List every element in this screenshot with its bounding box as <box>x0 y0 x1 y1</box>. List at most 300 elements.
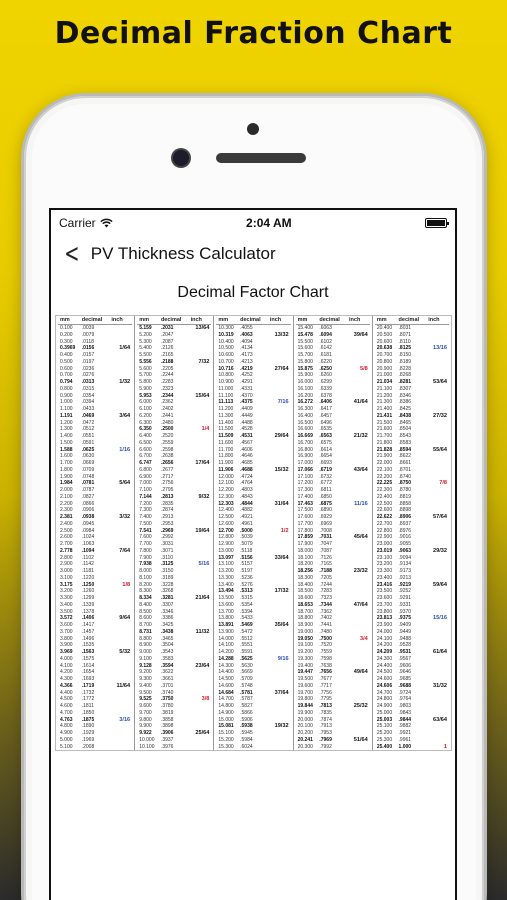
decimal-cell: .7677 <box>319 676 332 682</box>
table-row <box>375 582 449 589</box>
table-header <box>58 316 132 325</box>
mm-cell: 6.200 <box>139 412 152 419</box>
mm-cell: 15.500 <box>297 338 313 345</box>
mm-cell: 12.500 <box>218 514 234 520</box>
decimal-cell: .0156 <box>81 345 95 352</box>
table-row <box>216 372 290 379</box>
mm-cell: 13.200 <box>218 568 234 574</box>
inch-cell <box>270 413 291 420</box>
mm-cell: 9.900 <box>139 723 152 730</box>
table-row <box>375 474 449 481</box>
table-row <box>137 521 211 528</box>
decimal-cell: .3346 <box>160 608 174 615</box>
inch-cell <box>428 602 449 609</box>
inch-cell: 21/64 <box>195 595 210 601</box>
inch-cell <box>428 339 449 346</box>
mm-cell: 13.000 <box>218 547 234 554</box>
mm-cell: 2.600 <box>60 534 73 541</box>
decimal-cell: .8594 <box>398 446 412 453</box>
decimal-cell: .0118 <box>81 338 94 345</box>
table-row <box>58 352 132 359</box>
header-cell: mm <box>218 317 229 323</box>
decimal-cell: .2362 <box>160 399 174 406</box>
table-row <box>375 588 449 595</box>
table-row <box>58 561 132 568</box>
table-row <box>296 602 370 609</box>
decimal-cell: .8858 <box>398 500 412 507</box>
inch-cell <box>191 453 212 460</box>
decimal-cell: .2008 <box>81 743 95 750</box>
mm-cell: 10.700 <box>218 358 234 365</box>
table-row <box>375 447 449 454</box>
mm-cell: 20.638 <box>376 345 393 352</box>
mm-cell: 12.300 <box>218 493 234 500</box>
mm-cell: 5.200 <box>139 331 152 338</box>
mm-cell: 23.000 <box>376 541 393 547</box>
table-row <box>137 460 211 467</box>
decimal-cell: .7441 <box>319 622 332 628</box>
inch-cell <box>270 649 291 656</box>
mm-cell: 7.541 <box>139 527 152 534</box>
table-row <box>296 676 370 683</box>
table-row <box>216 642 290 649</box>
inch-cell <box>111 575 132 582</box>
table-row <box>58 521 132 528</box>
inch-cell <box>428 690 449 697</box>
decimal-cell: .9488 <box>398 635 412 642</box>
inch-cell <box>270 629 291 636</box>
table-row <box>375 744 449 751</box>
table-row <box>216 480 290 487</box>
table-row <box>216 595 290 602</box>
table-row <box>296 534 370 541</box>
inch-cell <box>270 460 291 467</box>
mm-cell: 22.200 <box>376 473 393 480</box>
mm-cell: 22.500 <box>376 500 393 507</box>
decimal-cell: .1339 <box>81 601 95 608</box>
decimal-cell: .7559 <box>319 649 332 655</box>
decimal-cell: .5866 <box>240 709 253 716</box>
decimal-cell: .9063 <box>398 547 412 554</box>
decimal-cell: .0709 <box>81 466 95 473</box>
inch-cell: 3/16 <box>119 716 131 723</box>
mm-cell: 8.334 <box>139 595 152 601</box>
inch-cell <box>111 723 132 730</box>
mm-cell: 6.800 <box>139 466 152 473</box>
mm-cell: 19.000 <box>297 628 313 635</box>
decimal-cell: .5313 <box>240 588 253 595</box>
inch-cell <box>270 494 291 501</box>
table-row <box>296 339 370 346</box>
table-row <box>58 696 132 703</box>
table-row <box>375 717 449 724</box>
inch-cell <box>270 480 291 487</box>
inch-cell <box>191 703 212 710</box>
header-cell: decimal <box>319 317 340 323</box>
decimal-cell: .7188 <box>319 568 332 574</box>
mm-cell: 3.200 <box>60 588 73 595</box>
mm-cell: 0.200 <box>60 331 73 338</box>
mm-cell: 18.200 <box>297 561 313 568</box>
inch-cell <box>270 474 291 481</box>
mm-cell: 11.800 <box>218 453 234 460</box>
mm-cell: 24.500 <box>376 669 393 676</box>
table-row <box>58 615 132 622</box>
inch-cell <box>111 669 132 676</box>
inch-cell <box>191 372 212 379</box>
inch-cell: 15/64 <box>195 392 210 399</box>
decimal-cell: .7638 <box>319 662 332 669</box>
decimal-cell: .4173 <box>240 352 253 358</box>
mm-cell: 8.800 <box>139 635 152 642</box>
decimal-cell: .6181 <box>319 352 332 358</box>
mm-cell: 7.000 <box>139 480 152 487</box>
inch-cell <box>111 595 132 602</box>
inch-cell <box>349 676 370 683</box>
decimal-cell: .9375 <box>398 615 412 622</box>
decimal-cell: .3858 <box>160 716 174 723</box>
inch-cell <box>349 474 370 481</box>
inch-cell <box>191 588 212 595</box>
inch-cell <box>428 406 449 413</box>
table-row <box>296 528 370 535</box>
inch-cell <box>111 487 132 494</box>
inch-cell <box>349 521 370 528</box>
table-row <box>375 413 449 420</box>
inch-cell <box>349 413 370 420</box>
decimal-cell: .5315 <box>240 595 253 601</box>
decimal-cell: .2953 <box>160 520 174 527</box>
inch-cell <box>111 642 132 649</box>
inch-cell <box>111 744 132 751</box>
decimal-cell: .1614 <box>81 662 95 669</box>
table-row <box>137 676 211 683</box>
inch-cell <box>428 669 449 676</box>
table-row <box>375 669 449 676</box>
mm-cell: 21.700 <box>376 433 393 439</box>
inch-cell <box>428 426 449 433</box>
table-row <box>58 453 132 460</box>
mm-cell: 4.366 <box>60 682 73 689</box>
decimal-cell: .3701 <box>160 682 174 689</box>
inch-cell <box>270 636 291 643</box>
inch-cell <box>111 420 132 427</box>
decimal-cell: .2638 <box>160 453 174 460</box>
table-row <box>216 528 290 535</box>
mm-cell: 20.241 <box>297 736 313 743</box>
inch-cell <box>111 366 132 373</box>
table-row <box>58 528 132 535</box>
inch-cell <box>111 588 132 595</box>
inch-cell <box>428 642 449 649</box>
inch-cell <box>270 602 291 609</box>
table-row <box>216 622 290 629</box>
decimal-cell: .3438 <box>160 628 174 635</box>
decimal-cell: .8661 <box>398 460 412 466</box>
inch-cell <box>191 575 212 582</box>
table-row <box>216 345 290 352</box>
decimal-cell: .7244 <box>319 581 332 588</box>
mm-cell: 12.600 <box>218 520 234 527</box>
inch-cell <box>111 561 132 568</box>
inch-cell <box>111 372 132 379</box>
mm-cell: 3.500 <box>60 608 73 615</box>
mm-cell: 14.900 <box>218 709 234 716</box>
mm-cell: 7.400 <box>139 514 152 520</box>
inch-cell <box>349 487 370 494</box>
inch-cell <box>428 501 449 508</box>
back-chevron-icon[interactable]: < <box>64 239 80 269</box>
mm-cell: 23.813 <box>376 615 393 622</box>
table-row <box>216 663 290 670</box>
mm-cell: 13.100 <box>218 561 234 568</box>
clock: 2:04 AM <box>246 216 292 230</box>
inch-cell: 5/16 <box>198 561 210 568</box>
mm-cell: 4.600 <box>60 703 73 709</box>
table-row <box>216 366 290 373</box>
decimal-cell: .0354 <box>81 392 95 399</box>
mm-cell: 17.100 <box>297 473 313 480</box>
inch-cell <box>349 339 370 346</box>
table-row <box>216 588 290 595</box>
decimal-cell: .9331 <box>398 601 412 608</box>
inch-cell <box>270 453 291 460</box>
decimal-cell: .8110 <box>398 338 411 345</box>
table-row <box>375 460 449 467</box>
table-row <box>137 723 211 730</box>
decimal-cell: .4882 <box>240 507 253 514</box>
table-row <box>375 629 449 636</box>
decimal-cell: .0866 <box>81 500 95 507</box>
header-cell: inch <box>269 317 282 323</box>
table-row <box>296 433 370 440</box>
decimal-cell: .8906 <box>398 514 412 520</box>
inch-cell <box>111 663 132 670</box>
inch-cell: 1/32 <box>119 379 131 385</box>
decimal-cell: .2244 <box>160 372 174 379</box>
inch-cell <box>428 366 449 373</box>
decimal-cell: .7520 <box>319 642 332 649</box>
decimal-cell: .8281 <box>398 379 412 385</box>
inch-cell <box>111 737 132 744</box>
table-row <box>296 393 370 400</box>
inch-cell <box>191 669 212 676</box>
mm-cell: 5.600 <box>139 365 152 372</box>
mm-cell: 22.400 <box>376 493 393 500</box>
inch-cell <box>349 588 370 595</box>
header-cell: decimal <box>81 317 103 323</box>
table-row <box>137 440 211 447</box>
decimal-cell: .6969 <box>319 520 332 527</box>
decimal-cell: .7126 <box>319 554 332 561</box>
decimal-cell: .5787 <box>240 696 253 703</box>
mm-cell: 0.600 <box>60 365 73 372</box>
mm-cell: 23.416 <box>376 581 393 588</box>
decimal-cell: .4531 <box>240 433 253 439</box>
decimal-cell: .5000 <box>240 527 253 534</box>
table-row <box>375 541 449 548</box>
table-row <box>58 588 132 595</box>
inch-cell <box>428 386 449 393</box>
table-row <box>216 339 290 346</box>
mm-cell: 12.200 <box>218 487 234 493</box>
table-row <box>137 393 211 400</box>
inch-cell: 43/64 <box>353 466 368 473</box>
table-row <box>296 467 370 474</box>
mm-cell: 12.900 <box>218 541 234 547</box>
decimal-cell: .1260 <box>81 588 95 595</box>
decimal-cell: .2047 <box>160 331 174 338</box>
table-row <box>216 501 290 508</box>
decimal-cell: .2323 <box>160 385 174 392</box>
mm-cell: 1.191 <box>60 412 73 419</box>
inch-cell <box>349 453 370 460</box>
mm-cell: 7.600 <box>139 534 152 541</box>
inch-cell: 55/64 <box>432 446 447 453</box>
decimal-cell: .9252 <box>398 588 412 595</box>
table-row <box>216 602 290 609</box>
decimal-cell: .8125 <box>398 345 412 352</box>
mm-cell: 23.800 <box>376 608 393 615</box>
table-row <box>296 555 370 562</box>
table-row <box>58 393 132 400</box>
decimal-cell: .5709 <box>240 676 253 682</box>
mm-cell: 5.900 <box>139 385 152 392</box>
table-row <box>137 703 211 710</box>
inch-cell <box>191 723 212 730</box>
table-row <box>375 696 449 703</box>
decimal-cell: .8622 <box>398 453 412 460</box>
decimal-cell: .3906 <box>160 730 174 736</box>
table-row <box>58 595 132 602</box>
battery-icon <box>425 218 447 228</box>
table-row <box>296 696 370 703</box>
table-row <box>137 325 211 332</box>
table-row <box>137 467 211 474</box>
inch-cell <box>191 339 212 346</box>
decimal-cell: .9961 <box>398 736 412 743</box>
table-row <box>216 690 290 697</box>
table-row <box>216 568 290 575</box>
table-row <box>137 372 211 379</box>
mm-cell: 0.400 <box>60 352 73 358</box>
mm-cell: 10.100 <box>139 743 155 750</box>
table-row <box>137 582 211 589</box>
mm-cell: 1.200 <box>60 419 73 426</box>
decimal-cell: .5079 <box>240 541 253 547</box>
inch-cell <box>349 406 370 413</box>
inch-cell <box>349 622 370 629</box>
mm-cell: 13.900 <box>218 628 234 635</box>
inch-cell <box>111 602 132 609</box>
inch-cell <box>191 582 212 589</box>
table-header <box>296 316 370 325</box>
decimal-cell: .6890 <box>319 507 332 514</box>
table-row <box>58 737 132 744</box>
mm-cell: 15.478 <box>297 331 313 338</box>
decimal-cell: .9094 <box>398 554 412 561</box>
inch-cell <box>270 521 291 528</box>
decimal-cell: .9646 <box>398 669 412 676</box>
mm-cell: 21.034 <box>376 379 393 385</box>
inch-cell <box>349 528 370 535</box>
decimal-cell: .3898 <box>160 723 174 730</box>
table-row <box>58 649 132 656</box>
mm-cell: 21.300 <box>376 399 393 406</box>
inch-cell <box>428 399 449 406</box>
table-row <box>58 690 132 697</box>
inch-cell: 7/32 <box>198 358 210 365</box>
mm-cell: 16.600 <box>297 426 313 433</box>
inch-cell <box>270 642 291 649</box>
table-row <box>375 433 449 440</box>
inch-cell <box>191 386 212 393</box>
table-row <box>296 703 370 710</box>
decimal-cell: .2126 <box>160 345 174 352</box>
table-row <box>296 345 370 352</box>
inch-cell <box>428 737 449 744</box>
inch-cell <box>349 561 370 568</box>
mm-cell: 2.800 <box>60 554 73 561</box>
inch-cell <box>349 372 370 379</box>
table-row <box>137 379 211 386</box>
inch-cell <box>270 548 291 555</box>
decimal-cell: .4646 <box>240 453 253 460</box>
table-row <box>137 602 211 609</box>
mm-cell: 2.200 <box>60 500 73 507</box>
decimal-cell: .3281 <box>160 595 174 601</box>
table-row <box>375 393 449 400</box>
table-row <box>216 737 290 744</box>
table-row <box>296 730 370 737</box>
table-row <box>216 487 290 494</box>
decimal-cell: .5625 <box>240 655 253 662</box>
decimal-cell: .1299 <box>81 595 95 601</box>
table-row <box>375 575 449 582</box>
mm-cell: 3.100 <box>60 574 73 581</box>
decimal-cell: .2441 <box>160 412 174 419</box>
decimal-cell: .8701 <box>398 466 412 473</box>
mm-cell: 22.600 <box>376 507 393 514</box>
table-row <box>296 487 370 494</box>
decimal-cell: .0551 <box>81 433 95 439</box>
mm-cell: 2.900 <box>60 561 73 568</box>
table-row <box>296 615 370 622</box>
table-row <box>296 710 370 717</box>
decimal-cell: .1250 <box>81 581 95 588</box>
inch-cell: 53/64 <box>432 379 447 385</box>
table-row <box>137 514 211 521</box>
mm-cell: 20.500 <box>376 331 393 338</box>
mm-cell: 12.000 <box>218 473 234 480</box>
mm-cell: 23.900 <box>376 622 393 628</box>
table-row <box>216 534 290 541</box>
mm-cell: 10.800 <box>218 372 234 379</box>
inch-cell: 3/32 <box>119 514 131 520</box>
table-row <box>137 447 211 454</box>
inch-cell <box>191 399 212 406</box>
inch-cell: 5/32 <box>119 649 131 655</box>
table-row <box>58 636 132 643</box>
wifi-icon <box>100 218 113 228</box>
decimal-cell: .8937 <box>398 520 412 527</box>
mm-cell: 2.381 <box>60 514 73 520</box>
mm-cell: 18.000 <box>297 547 313 554</box>
mm-cell: 11.000 <box>218 385 234 392</box>
inch-cell: 3/64 <box>119 412 131 419</box>
inch-cell <box>349 352 370 359</box>
table-row <box>58 744 132 751</box>
